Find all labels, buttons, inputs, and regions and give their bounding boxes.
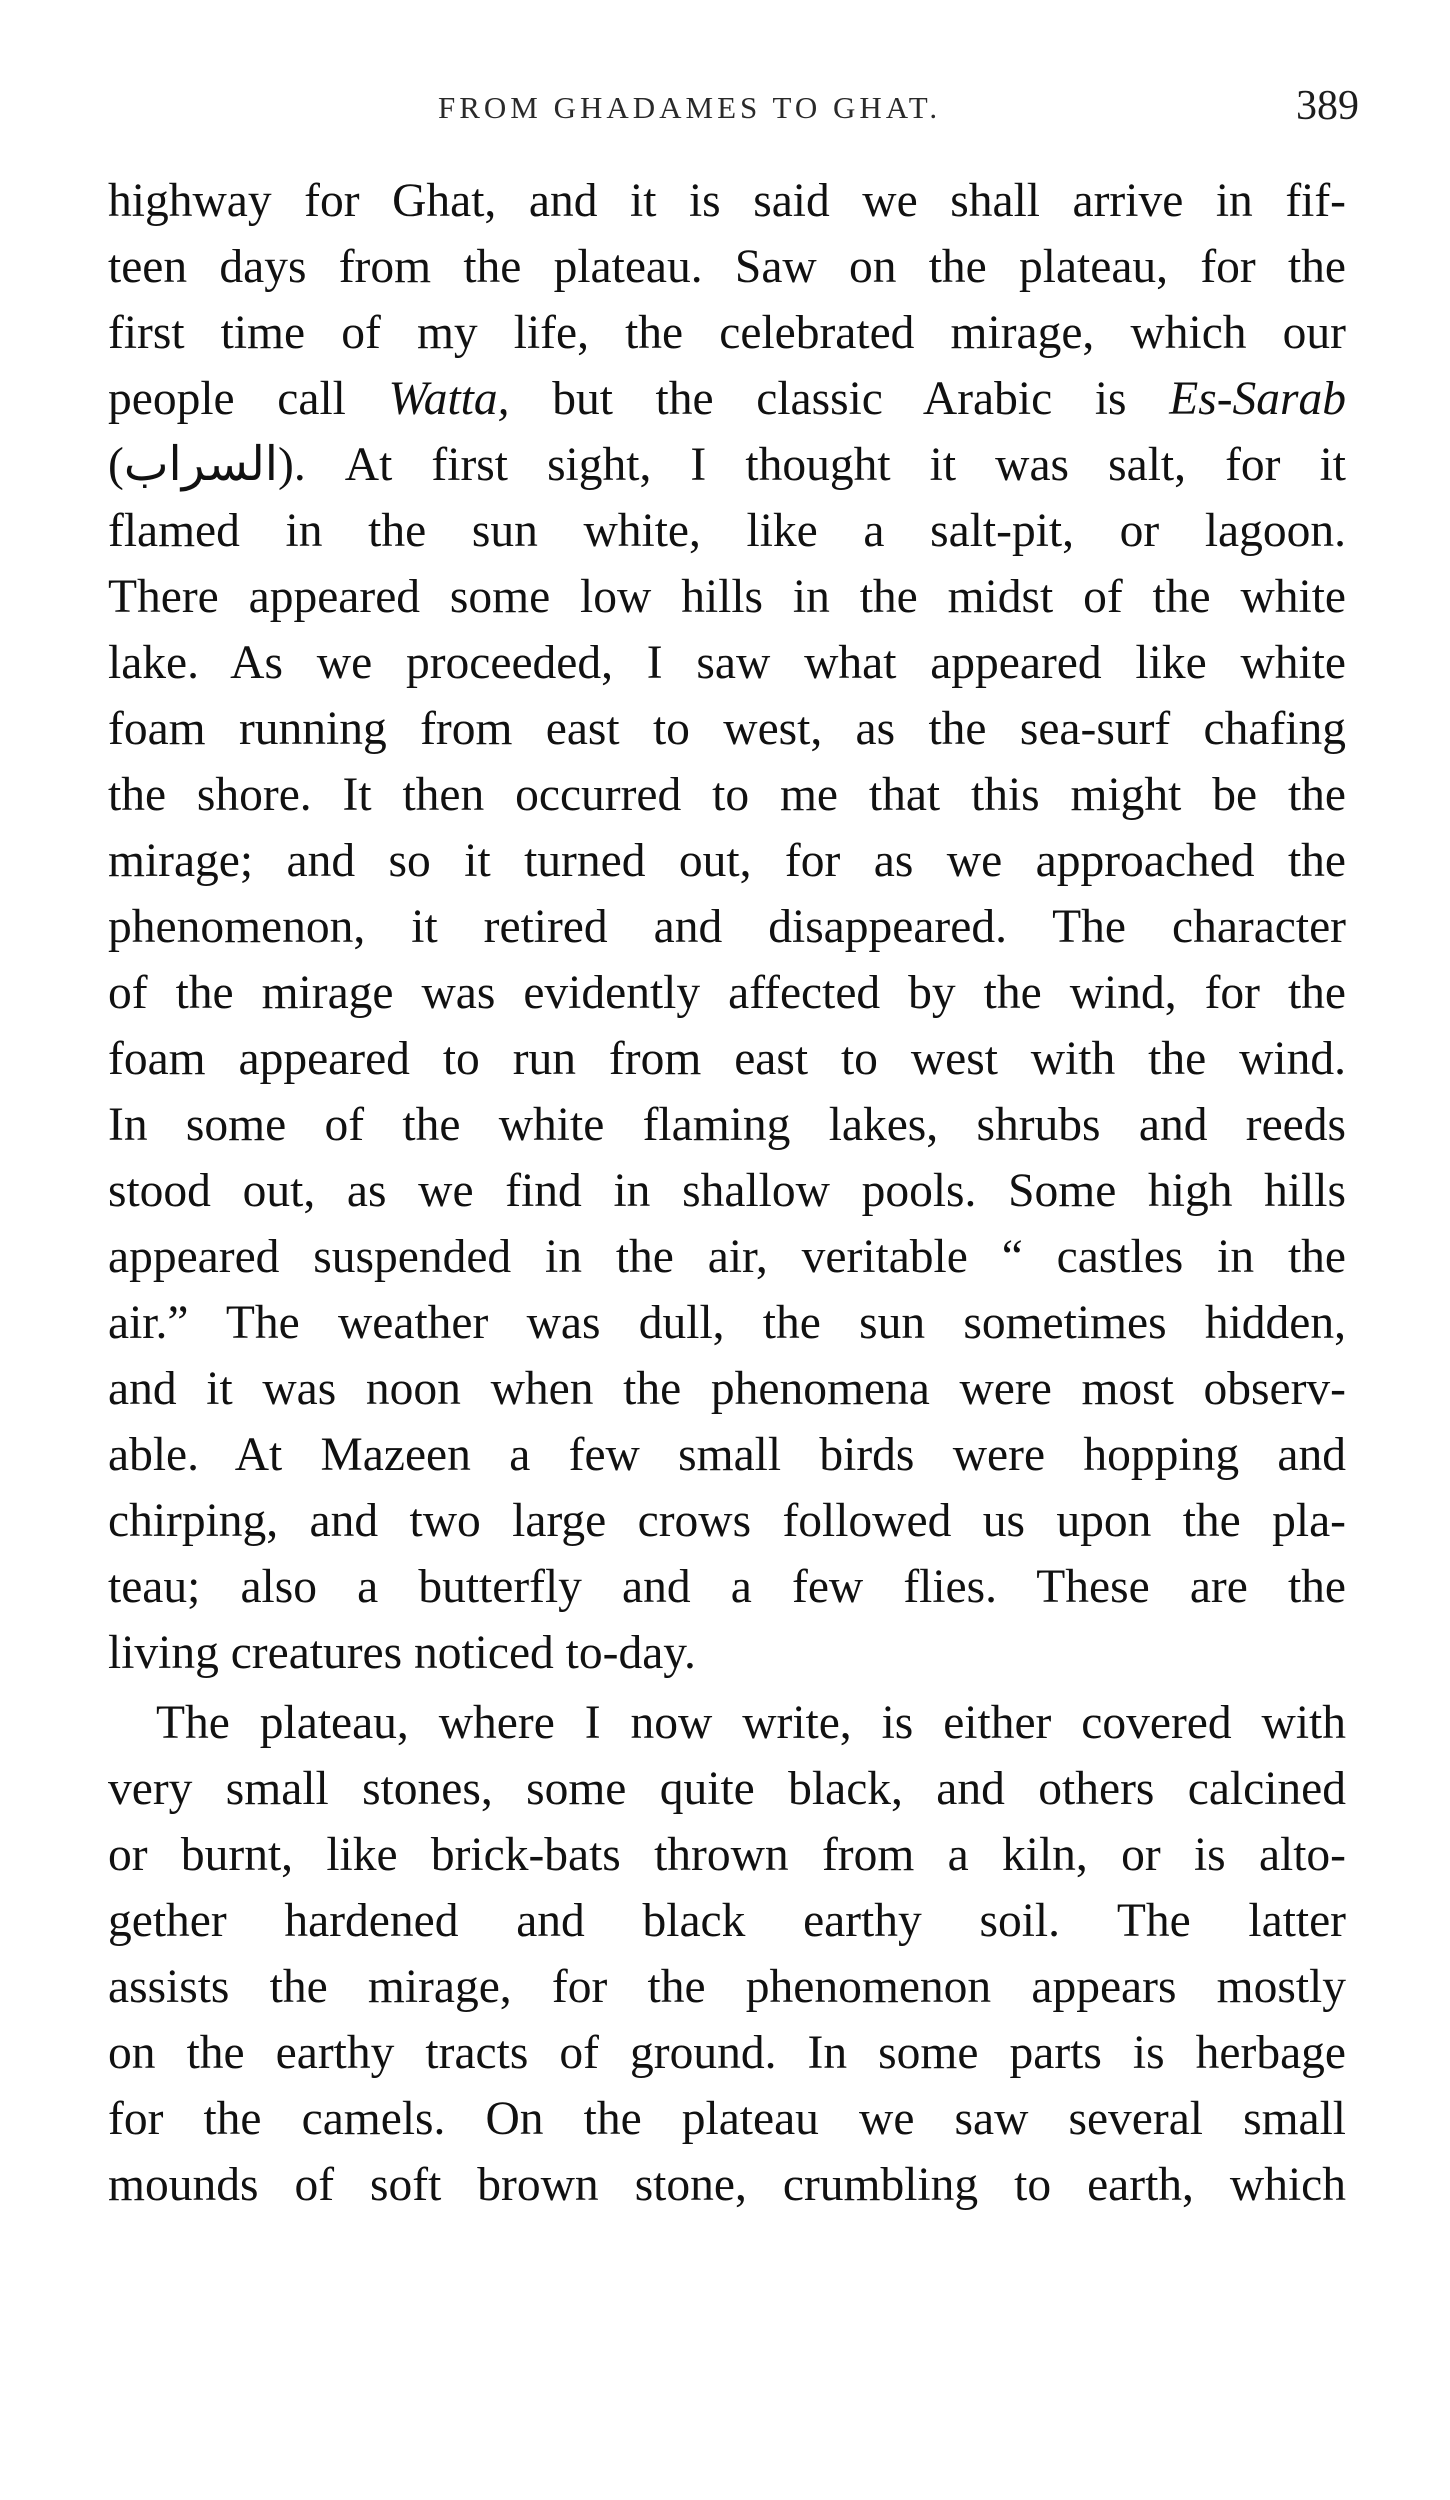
text-line: There appeared some low hills in the midst of the white (108, 571, 1346, 623)
text-line (108, 366, 1346, 432)
text-line: the shore. It then occurred to me that this might be the (108, 769, 1346, 821)
text-line: assists the mirage, for the phenomenon appears mostly (108, 1961, 1346, 2013)
running-title: FROM GHADAMES TO GHAT. (438, 90, 942, 125)
text-line: flamed in the sun white, like a salt-pit, or lagoon. (108, 505, 1346, 557)
text-line: or burnt, like brick-bats thrown from a kiln, or is alto- (108, 1829, 1346, 1881)
text-line: foam appeared to run from east to west with the wind. (108, 1033, 1346, 1085)
text-line: of the mirage was evidently affected by the wind, for the (108, 967, 1346, 1019)
text-line: gether hardened and black earthy soil. The latter (108, 1895, 1346, 1947)
text-line: very small stones, some quite black, and others calcined (108, 1763, 1346, 1815)
text-run: people call (108, 373, 389, 425)
text-line: able. At Mazeen a few small birds were hopping and (108, 1429, 1346, 1481)
italic-term-watta: Watta, (388, 373, 510, 425)
text-line: lake. As we proceeded, I saw what appeared like white (108, 637, 1346, 689)
text-line: teen days from the plateau. Saw on the plateau, for the (108, 241, 1346, 293)
text-line: appeared suspended in the air, veritable “ castles in the (108, 1231, 1346, 1283)
text-line: for the camels. On the plateau we saw several small (108, 2093, 1346, 2145)
text-line: and it was noon when the phenomena were most observ- (108, 1363, 1346, 1415)
text-line: chirping, and two large crows followed us upon the pla- (108, 1495, 1346, 1547)
running-head (0, 82, 1450, 142)
text-line: first time of my life, the celebrated mirage, which our (108, 307, 1346, 359)
text-line: (السراب). At first sight, I thought it was salt, for it (108, 439, 1346, 491)
paragraph-start-line: The plateau, where I now write, is either covered with (156, 1697, 1346, 1749)
text-line: In some of the white flaming lakes, shrubs and reeds (108, 1099, 1346, 1151)
page-number: 389 (1296, 83, 1359, 129)
text-line: on the earthy tracts of ground. In some parts is herbage (108, 2027, 1346, 2079)
text-line: highway for Ghat, and it is said we shall arrive in fif- (108, 175, 1346, 227)
text-run: but the classic Arabic is (509, 373, 1170, 425)
text-line: teau; also a butterfly and a few flies. These are the (108, 1561, 1346, 1613)
text-line: air.” The weather was dull, the sun sometimes hidden, (108, 1297, 1346, 1349)
text-line: phenomenon, it retired and disappeared. The character (108, 901, 1346, 953)
text-line: foam running from east to west, as the sea-surf chafing (108, 703, 1346, 755)
italic-term-es-sarab: Es-Sarab (1169, 373, 1346, 425)
text-line: living creatures noticed to-day. (108, 1627, 696, 1679)
text-line: stood out, as we find in shallow pools. Some high hills (108, 1165, 1346, 1217)
text-line: mounds of soft brown stone, crumbling to earth, which (108, 2159, 1346, 2211)
text-line: mirage; and so it turned out, for as we approached the (108, 835, 1346, 887)
